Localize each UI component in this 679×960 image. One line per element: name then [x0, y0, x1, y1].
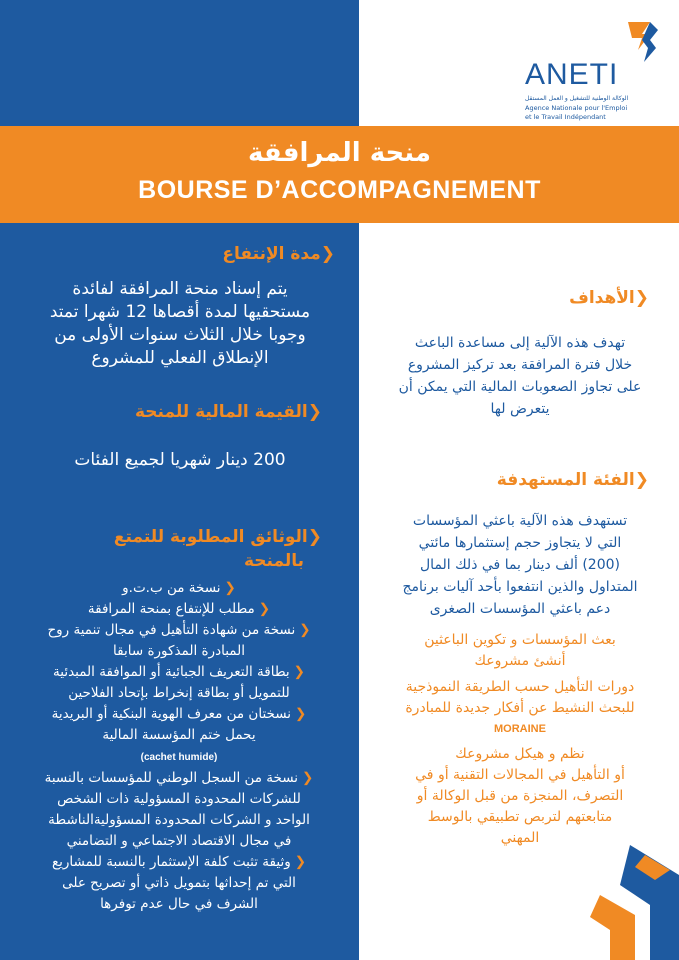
list-item: ❮نسختان من معرف الهوية البنكية أو البريدية يحمل ختم المؤسسة المالية (cachet humide) — [51, 706, 307, 763]
program-line: دورات التأهيل حسب الطريقة النموذجية — [405, 679, 635, 695]
title-french: BOURSE D’ACCOMPAGNEMENT — [138, 176, 541, 204]
duration-text — [10, 278, 350, 370]
list-item: ❮بطاقة التعريف الجبائية أو الموافقة المبدئية للتمويل أو بطاقة إنخراط بإتحاد الفلاحين — [53, 664, 305, 701]
documents-list — [10, 578, 348, 915]
documents-heading: ❮الوثائق المطلوبة للتمتع بالمنحة — [114, 525, 334, 573]
moraine-label: MORAINE — [494, 723, 546, 735]
program-line: بعث المؤسسات و تكوين الباعثين — [424, 632, 616, 648]
logo-french-name-line1: Agence Nationale pour l'Emploi — [525, 104, 628, 112]
program-line: أو التأهيل في المجالات التقنية أو في — [415, 767, 625, 783]
target-line: دعم باعثي المؤسسات الصغرى — [429, 601, 611, 617]
duration-line: مستحقيها لمدة أقصاها 12 شهرا تمتد — [49, 302, 311, 322]
target-heading: ❮الفئة المستهدفة — [496, 470, 649, 490]
title-arabic: منحة المرافقة — [248, 138, 431, 168]
program-line: المهني — [500, 830, 540, 846]
chevron-left-icon: ❮ — [634, 470, 649, 490]
amount-text: 200 دينار شهريا لجميع الفئات — [74, 450, 286, 470]
program-line: نظم و هيكل مشروعك — [455, 746, 585, 762]
logo-mark-icon — [620, 20, 660, 65]
documents-heading-line2: بالمنحة — [243, 551, 304, 571]
chevron-left-icon: ❮ — [320, 244, 335, 264]
list-item: ❮نسخة من شهادة التأهيل في مجال تنمية روح المبادرة المذكورة سابقا — [47, 622, 311, 659]
target-line: تستهدف هذه الآلية باعثي المؤسسات — [412, 513, 628, 529]
list-item: ❮نسخة من السجل الوطني للمؤسسات بالنسبة للشركات المحدودة المسؤولية ذات الشخص الواحد و الشركات المحدودة المسؤوليةالناشطة في مجال الاقتصاد الاجتماعي و التضامني — [44, 770, 314, 849]
chevron-left-icon: ❮ — [634, 288, 649, 308]
list-item: ❮وثيقة تثبت كلفة الإستثمار بالنسبة للمشاريع التي تم إحداثها بتمويل ذاتي أو تصريح على الشرف في حال عدم توفرها — [51, 854, 307, 912]
objectives-line: يتعرض لها — [490, 401, 550, 417]
target-line: (200) ألف دينار بما في ذلك المال — [420, 557, 620, 573]
objectives-line: تهدف هذه الآلية إلى مساعدة الباعث — [414, 335, 626, 351]
duration-line: الإنطلاق الفعلي للمشروع — [91, 348, 269, 368]
objectives-text — [369, 332, 671, 420]
logo-arabic-name: الوكالة الوطنية للتشغيل و العمل المستقل — [525, 95, 629, 102]
duration-line: يتم إسناد منحة المرافقة لفائدة — [72, 279, 288, 299]
chevron-left-icon: ❮ — [307, 527, 322, 547]
objectives-heading: ❮الأهداف — [569, 288, 649, 308]
decorative-logo-mark-icon — [590, 845, 679, 960]
duration-line: وجوبا خلال الثلاث سنوات الأولى من — [54, 325, 306, 345]
list-item: ❮نسخة من ب.ت.و — [122, 580, 236, 596]
program-line: متابعتهم لتربص تطبيقي بالوسط — [427, 809, 613, 825]
list-item: ❮مطلب للإنتفاع بمنحة المرافقة — [87, 601, 271, 617]
stamp-note: (cachet humide) — [140, 752, 218, 763]
target-text — [369, 510, 671, 620]
programs-text — [369, 630, 671, 849]
objectives-line: على تجاوز الصعوبات المالية التي يمكن أن — [398, 379, 642, 395]
aneti-logo — [520, 20, 670, 130]
amount-heading: ❮القيمة المالية للمنحة — [134, 402, 322, 422]
program-line: للبحث النشيط عن أفكار جديدة للمبادرة — [405, 700, 635, 716]
logo-wordmark: ANETI — [525, 58, 619, 91]
duration-heading: ❮مدة الإنتفاع — [222, 244, 335, 264]
chevron-left-icon: ❮ — [307, 402, 322, 422]
logo-french-name-line2: et le Travail Indépendant — [525, 113, 606, 121]
target-line: التي لا يتجاوز حجم إستثمارها مائتي — [418, 535, 622, 551]
objectives-line: خلال فترة المرافقة بعد تركيز المشروع — [407, 357, 633, 373]
program-line: التصرف، المنجزة من قبل الوكالة أو — [416, 788, 624, 804]
program-line: أنشئ مشروعك — [474, 653, 566, 669]
target-line: المتداول والذين انتفعوا بأحد آليات برنامج — [402, 579, 638, 595]
